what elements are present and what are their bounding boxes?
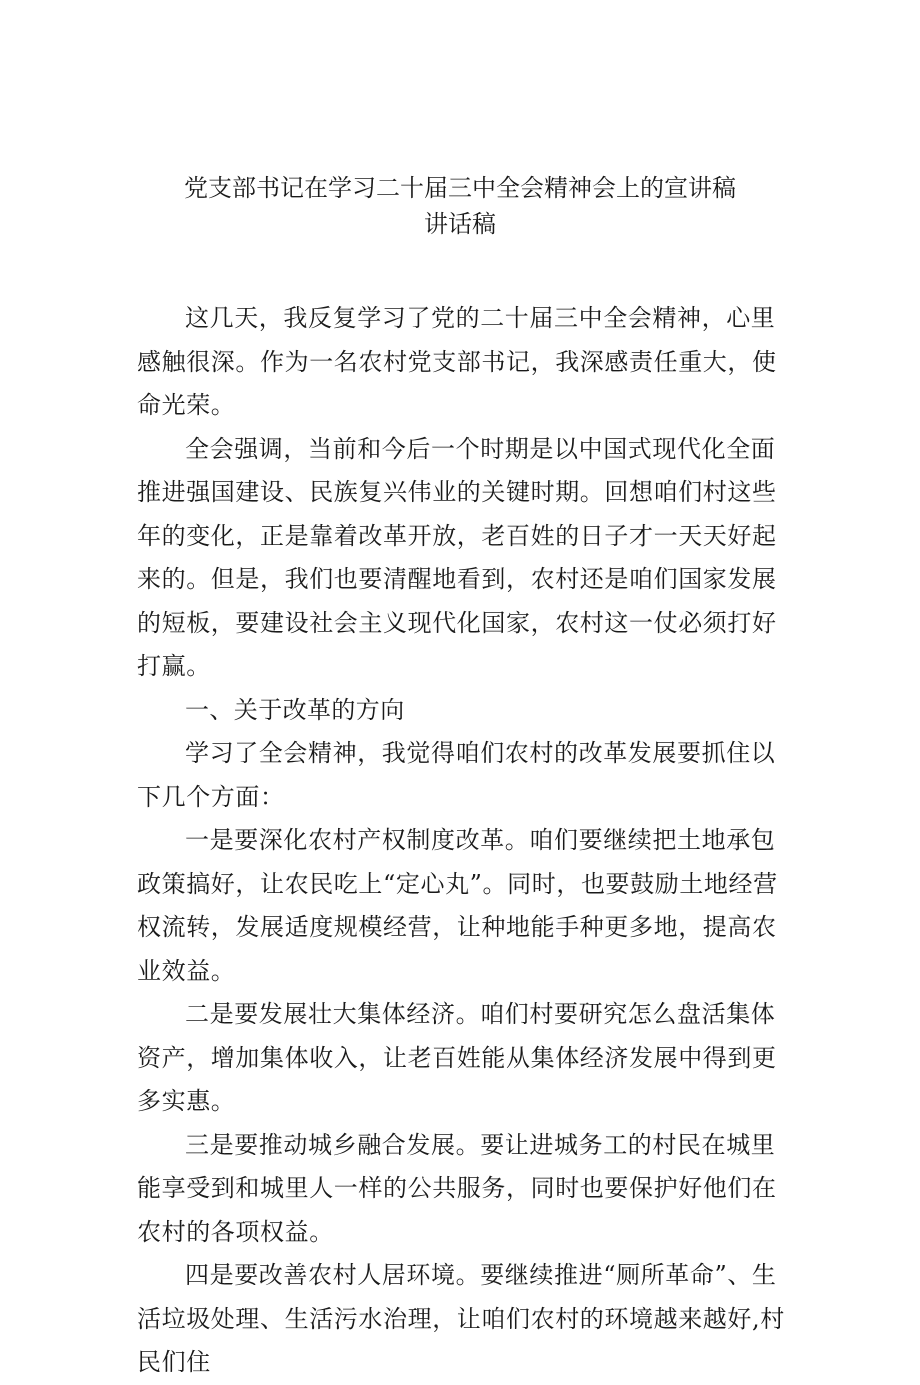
- paragraph-point-three-line1: 三是要推动城乡融合发展。要让进城务工的村民在城里: [185, 1130, 776, 1159]
- title-line-main: 党支部书记在学习二十届三中全会精神会上的宣讲稿: [184, 174, 736, 202]
- section-heading-reform-direction: 一、关于改革的方向: [185, 695, 405, 724]
- paragraph-point-three: [137, 1124, 787, 1255]
- paragraph-point-three-rest: 能享受到和城里人一样的公共服务，同时也要保护好他们在农村的各项权益。: [137, 1174, 777, 1246]
- paragraph-intro: 这几天，我反复学习了党的二十届三中全会精神，心里感触很深。作为一名农村党支部书记，我深感责任重大，使命光荣。: [137, 304, 777, 419]
- paragraph-context: 全会强调，当前和今后一个时期是以中国式现代化全面推进强国建设、民族复兴伟业的关键时期。回想咱们村这些年的变化，正是靠着改革开放，老百姓的日子才一天天好起来的。但是，我们也要清醒地看到，农村还是咱们国家发展的短板，要建设社会主义现代化国家，农村这一仗必须打好打赢。: [137, 434, 777, 680]
- paragraph-aspects-intro: 学习了全会精神，我觉得咱们农村的改革发展要抓住以下几个方面：: [137, 739, 776, 811]
- document-title: [0, 170, 920, 242]
- title-line-sub: 讲话稿: [424, 210, 496, 238]
- paragraph-point-two: 二是要发展壮大集体经济。咱们村要研究怎么盘活集体资产，增加集体收入，让老百姓能从集体经济发展中得到更多实惠。: [137, 1000, 777, 1115]
- paragraph-point-four: 四是要改善农村人居环境。要继续推进“厕所革命”、生活垃圾处理、生活污水治理，让咱们农村的环境越来越好,村民们住: [137, 1261, 785, 1376]
- paragraph-point-one: 一是要深化农村产权制度改革。咱们要继续把土地承包政策搞好，让农民吃上“定心丸”。同时，也要鼓励土地经营权流转，发展适度规模经营，让种地能手种更多地，提高农业效益。: [137, 826, 778, 985]
- document-body: [137, 297, 787, 1385]
